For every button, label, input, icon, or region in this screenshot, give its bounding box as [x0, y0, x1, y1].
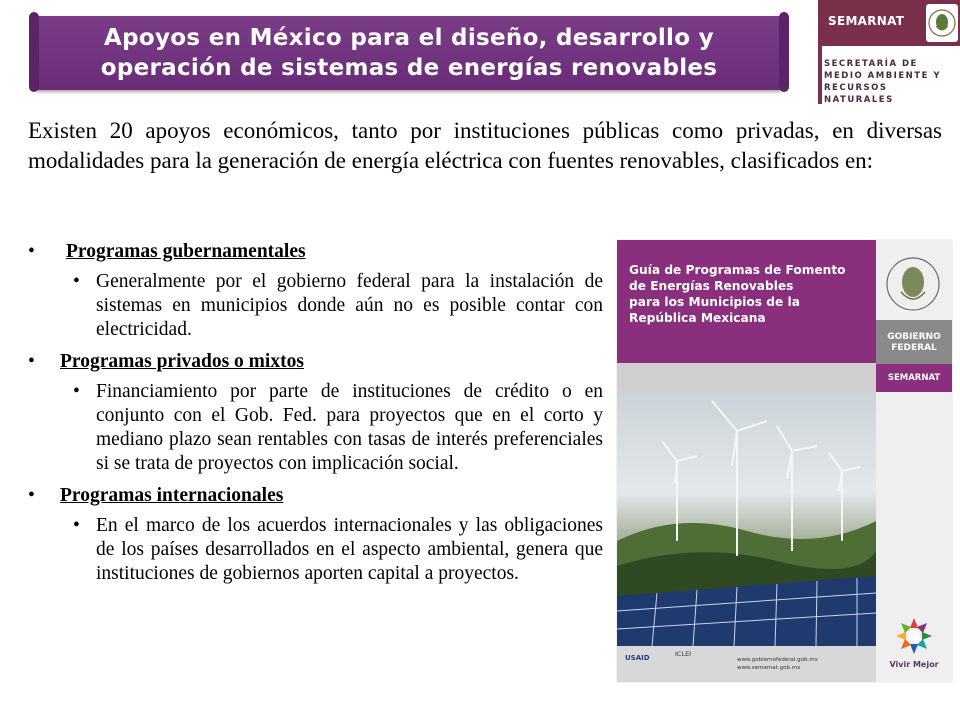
gob-line1: GOBIERNO — [887, 332, 941, 342]
vivir-mejor-label: Vivir Mejor — [889, 660, 939, 669]
cover-title-line1: Guía de Programas de Fomento — [629, 263, 846, 277]
program-list — [28, 240, 603, 594]
usaid-logo: USAID — [625, 654, 650, 662]
program-heading-item — [28, 484, 603, 508]
program-heading-item — [28, 350, 603, 374]
bullet: • — [28, 485, 35, 506]
semarnat-logo-subtitle — [824, 58, 960, 106]
semarnat-logo — [814, 0, 960, 104]
semarnat-sub-line2: MEDIO AMBIENTE Y — [824, 71, 941, 81]
guide-cover-image — [617, 240, 952, 682]
cover-url1: www.gobiernofederal.gob.mx — [737, 657, 818, 663]
semarnat-sub-line1: SECRETARÍA DE — [824, 59, 918, 69]
iclei-logo: ICLEI — [675, 650, 692, 658]
program-heading: Programas gubernamentales — [66, 241, 306, 262]
bullet: • — [73, 271, 80, 292]
cover-title-panel — [617, 240, 876, 363]
program-heading: Programas internacionales — [60, 485, 284, 506]
bullet: • — [28, 241, 35, 262]
program-detail-item — [28, 380, 603, 476]
wind-solar-photo — [617, 391, 876, 646]
bullet: • — [73, 515, 80, 536]
cover-title — [629, 262, 869, 326]
cover-title-line3: para los Municipios de la — [629, 295, 800, 309]
mexico-seal-icon — [881, 248, 945, 320]
cover-title-line2: de Energías Renovables — [629, 279, 794, 293]
vivir-mejor-icon — [876, 610, 952, 660]
program-heading-item — [28, 240, 603, 264]
program-detail: Financiamiento por parte de instituciones de crédito o en conjunto con el Gob. Fed. para proyectos que en el corto y mediano plazo sean rentables con tasas de interés preferenciales si se trata de proyectos con implicación social. — [96, 381, 603, 474]
cover-url2: www.semarnat.gob.mx — [737, 665, 801, 671]
semarnat-logo-bar — [818, 0, 822, 104]
semarnat-sub-line3: RECURSOS NATURALES — [824, 83, 894, 105]
semarnat-logo-brand: SEMARNAT — [828, 14, 905, 28]
program-detail: En el marco de los acuerdos internacionales y las obligaciones de los países desarrollados en el aspecto ambiental, genera que instituciones de gobiernos aporten capital a proyectos. — [96, 515, 603, 584]
cover-semarnat-label: SEMARNAT — [876, 364, 952, 392]
program-detail: Generalmente por el gobierno federal para la instalación de sistemas en municipios donde aún no es posible contar con electricidad. — [96, 271, 603, 340]
page-title-line1: Apoyos en México para el diseño, desarrollo y — [104, 25, 714, 51]
gob-line2: FEDERAL — [891, 343, 937, 353]
cover-footer — [617, 646, 876, 682]
cover-title-line4: República Mexicana — [629, 311, 766, 325]
bullet: • — [73, 381, 80, 402]
intro-paragraph: Existen 20 apoyos económicos, tanto por instituciones públicas como privadas, en diversas modalidades para la generación de energía eléctrica con fuentes renovables, clasificados en: — [28, 118, 942, 173]
page-title-line2: operación de sistemas de energías renovables — [100, 55, 718, 81]
cover-gray-strip — [617, 363, 876, 391]
program-detail-item — [28, 514, 603, 586]
cover-urls — [737, 656, 818, 672]
program-detail-item — [28, 270, 603, 342]
title-banner — [35, 16, 783, 90]
program-heading: Programas privados o mixtos — [60, 351, 304, 372]
vivir-mejor-logo — [876, 610, 952, 682]
page-title — [35, 23, 783, 83]
gobierno-federal-label — [876, 320, 952, 364]
mexico-seal-icon — [926, 4, 958, 42]
bullet: • — [28, 351, 35, 372]
